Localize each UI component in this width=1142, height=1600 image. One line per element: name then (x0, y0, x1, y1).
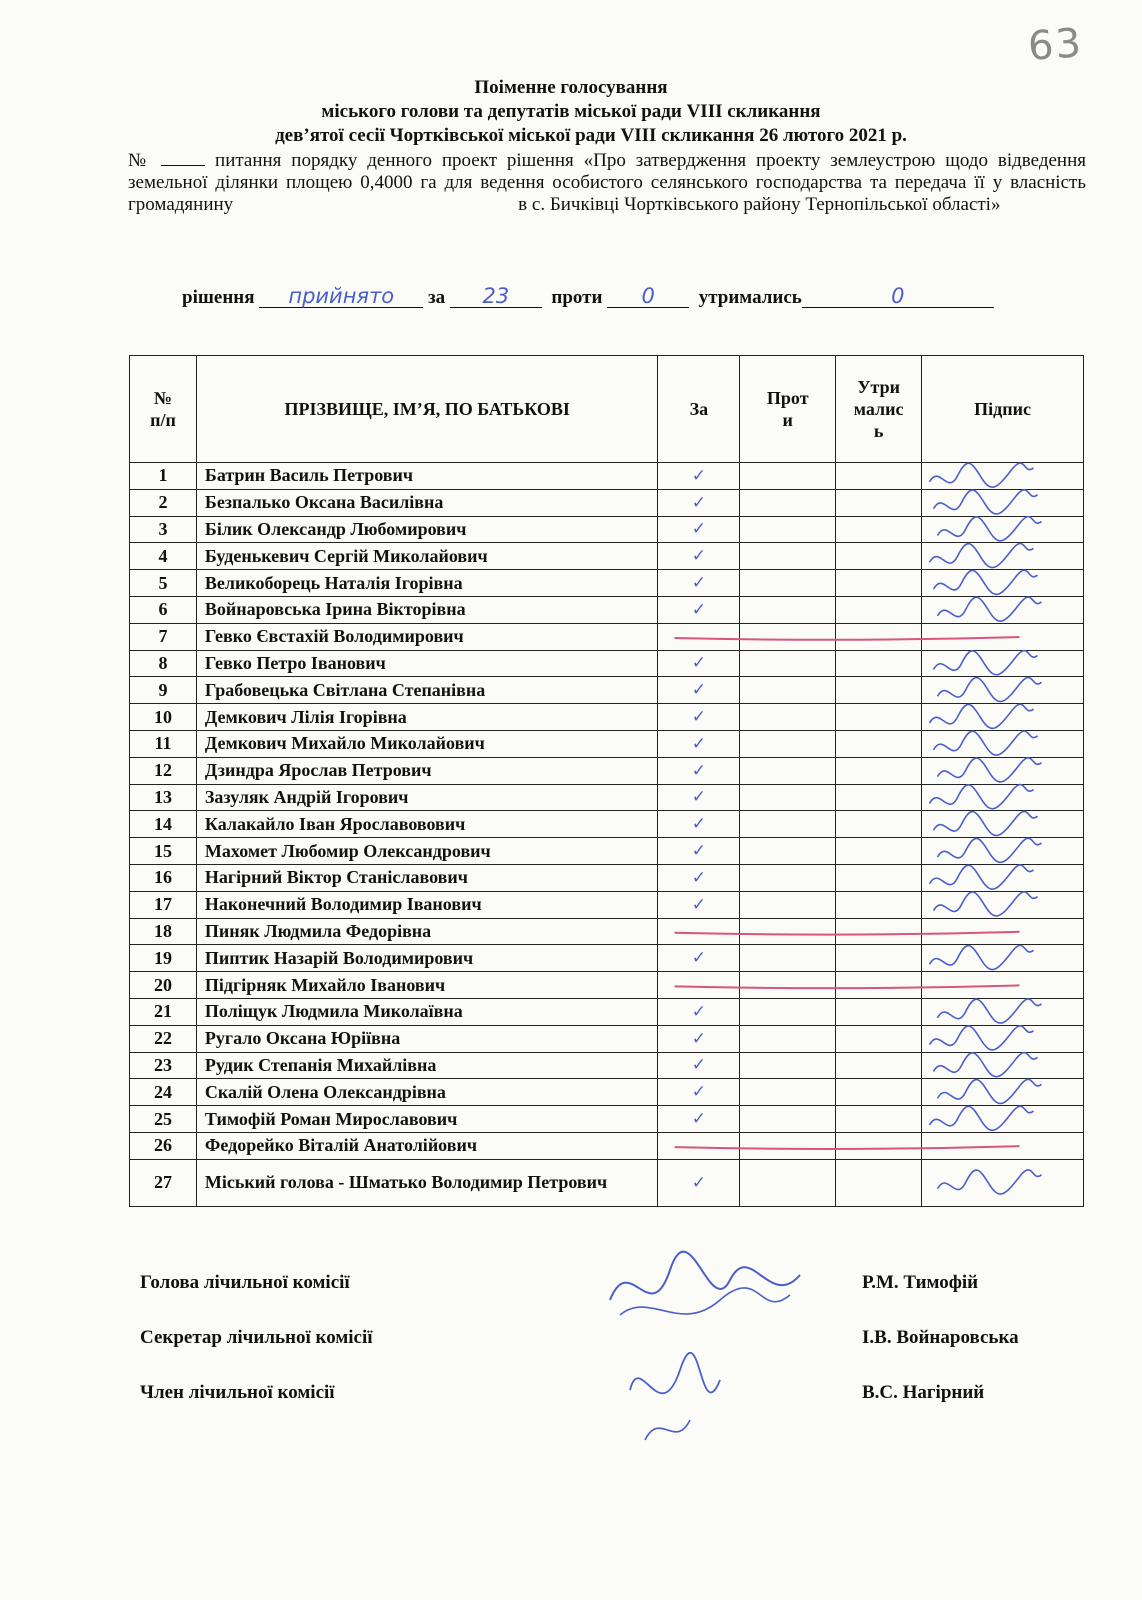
row-vote-for: ✓ (658, 704, 740, 731)
row-name: Ругало Оксана Юріївна (196, 1025, 657, 1052)
table-row (130, 811, 1084, 838)
member-name: В.С. Нагірний (862, 1382, 985, 1403)
row-vote-for (658, 623, 740, 650)
row-vote-abstained (836, 918, 922, 945)
chair-label: Голова лічильної комісії (140, 1272, 350, 1293)
table-row (130, 784, 1084, 811)
row-number: 27 (130, 1159, 197, 1206)
row-vote-for: ✓ (658, 864, 740, 891)
row-vote-for: ✓ (658, 891, 740, 918)
row-number: 9 (130, 677, 197, 704)
against-value: 0 (607, 285, 689, 308)
row-vote-for: ✓ (658, 811, 740, 838)
row-number: 23 (130, 1052, 197, 1079)
row-vote-abstained (836, 489, 922, 516)
votes-table (129, 355, 1084, 1207)
row-signature (922, 1132, 1084, 1159)
row-vote-abstained (836, 463, 922, 490)
row-vote-for (658, 972, 740, 999)
row-vote-against (740, 784, 836, 811)
row-number: 26 (130, 1132, 197, 1159)
row-vote-for: ✓ (658, 543, 740, 570)
row-number: 18 (130, 918, 197, 945)
row-vote-against (740, 998, 836, 1025)
subject-number-blank (161, 151, 205, 166)
table-row (130, 945, 1084, 972)
row-vote-for: ✓ (658, 463, 740, 490)
row-vote-against (740, 864, 836, 891)
row-name: Пиптик Назарій Володимирович (196, 945, 657, 972)
row-vote-for: ✓ (658, 730, 740, 757)
row-vote-abstained (836, 945, 922, 972)
row-vote-abstained (836, 757, 922, 784)
row-signature (922, 1106, 1084, 1133)
row-number: 3 (130, 516, 197, 543)
row-vote-against (740, 730, 836, 757)
row-signature (922, 1025, 1084, 1052)
row-name: Поліщук Людмила Миколаївна (196, 998, 657, 1025)
row-name: Безпалько Оксана Василівна (196, 489, 657, 516)
table-row (130, 864, 1084, 891)
row-vote-against (740, 1132, 836, 1159)
row-name: Демкович Лілія Ігорівна (196, 704, 657, 731)
table-row (130, 570, 1084, 597)
subject-location: в с. Бичківці Чортківського району Тернопільської області» (518, 194, 1001, 215)
row-vote-abstained (836, 1106, 922, 1133)
row-signature (922, 570, 1084, 597)
row-number: 19 (130, 945, 197, 972)
row-number: 22 (130, 1025, 197, 1052)
for-value: 23 (450, 285, 542, 308)
table-row (130, 543, 1084, 570)
row-vote-for: ✓ (658, 757, 740, 784)
row-name: Нагірний Віктор Станіславович (196, 864, 657, 891)
vote-result (182, 285, 1082, 309)
row-vote-for: ✓ (658, 489, 740, 516)
subject-number-prefix: № (128, 150, 152, 171)
row-signature (922, 677, 1084, 704)
row-name: Федорейко Віталій Анатолійович (196, 1132, 657, 1159)
row-signature (922, 864, 1084, 891)
row-vote-abstained (836, 1079, 922, 1106)
row-number: 1 (130, 463, 197, 490)
row-name: Міський голова - Шматько Володимир Петрович (196, 1159, 657, 1206)
row-signature (922, 1079, 1084, 1106)
row-name: Зазуляк Андрій Ігорович (196, 784, 657, 811)
row-number: 17 (130, 891, 197, 918)
votes-table-body (130, 463, 1084, 1207)
row-signature (922, 918, 1084, 945)
table-row (130, 463, 1084, 490)
row-vote-abstained (836, 1159, 922, 1206)
row-vote-abstained (836, 1052, 922, 1079)
row-signature (922, 945, 1084, 972)
row-number: 12 (130, 757, 197, 784)
row-vote-abstained (836, 623, 922, 650)
header-abstained: Утри малис ь (836, 356, 922, 463)
secretary-name: І.В. Войнаровська (862, 1327, 1019, 1348)
row-vote-against (740, 838, 836, 865)
table-row (130, 489, 1084, 516)
row-signature (922, 596, 1084, 623)
row-number: 16 (130, 864, 197, 891)
row-vote-against (740, 489, 836, 516)
row-vote-abstained (836, 972, 922, 999)
row-vote-abstained (836, 650, 922, 677)
page-number: 63 (1026, 20, 1085, 70)
for-label: за (428, 287, 446, 308)
row-signature (922, 811, 1084, 838)
row-number: 4 (130, 543, 197, 570)
table-row (130, 1106, 1084, 1133)
table-row (130, 972, 1084, 999)
row-vote-abstained (836, 677, 922, 704)
row-vote-against (740, 757, 836, 784)
table-row (130, 998, 1084, 1025)
row-vote-abstained (836, 570, 922, 597)
member-label: Член лічильної комісії (140, 1382, 335, 1403)
row-vote-abstained (836, 998, 922, 1025)
row-signature (922, 891, 1084, 918)
header-against: Прот и (740, 356, 836, 463)
row-name: Пиняк Людмила Федорівна (196, 918, 657, 945)
chair-name: Р.М. Тимофій (862, 1272, 979, 1293)
header-name: ПРІЗВИЩЕ, ІМ’Я, ПО БАТЬКОВІ (196, 356, 657, 463)
row-number: 15 (130, 838, 197, 865)
row-name: Грабовецька Світлана Степанівна (196, 677, 657, 704)
row-number: 25 (130, 1106, 197, 1133)
row-vote-for: ✓ (658, 570, 740, 597)
row-signature (922, 998, 1084, 1025)
row-vote-against (740, 677, 836, 704)
row-number: 21 (130, 998, 197, 1025)
row-signature (922, 650, 1084, 677)
row-vote-against (740, 463, 836, 490)
row-vote-against (740, 945, 836, 972)
row-vote-abstained (836, 596, 922, 623)
row-number: 13 (130, 784, 197, 811)
row-signature (922, 730, 1084, 757)
row-vote-against (740, 1025, 836, 1052)
abstained-label: утримались (698, 287, 802, 308)
table-row (130, 1052, 1084, 1079)
committee-labels (140, 1272, 373, 1437)
row-vote-for (658, 918, 740, 945)
row-vote-for: ✓ (658, 677, 740, 704)
row-name: Скалій Олена Олександрівна (196, 1079, 657, 1106)
row-name: Батрин Василь Петрович (196, 463, 657, 490)
row-vote-abstained (836, 784, 922, 811)
table-row (130, 1159, 1084, 1206)
row-vote-against (740, 972, 836, 999)
table-row (130, 891, 1084, 918)
row-number: 6 (130, 596, 197, 623)
document-header (0, 76, 1142, 148)
row-vote-against (740, 516, 836, 543)
row-vote-abstained (836, 838, 922, 865)
row-vote-for: ✓ (658, 1079, 740, 1106)
row-number: 5 (130, 570, 197, 597)
row-vote-for: ✓ (658, 945, 740, 972)
row-signature (922, 623, 1084, 650)
table-header-row (130, 356, 1084, 463)
row-vote-abstained (836, 811, 922, 838)
abstained-value: 0 (802, 285, 994, 308)
row-signature (922, 543, 1084, 570)
table-row (130, 650, 1084, 677)
row-number: 8 (130, 650, 197, 677)
row-vote-abstained (836, 704, 922, 731)
row-signature (922, 784, 1084, 811)
row-vote-abstained (836, 516, 922, 543)
row-vote-abstained (836, 543, 922, 570)
row-vote-for: ✓ (658, 650, 740, 677)
row-number: 20 (130, 972, 197, 999)
row-vote-against (740, 570, 836, 597)
row-vote-against (740, 811, 836, 838)
row-vote-against (740, 623, 836, 650)
secretary-label: Секретар лічильної комісії (140, 1327, 373, 1348)
row-signature (922, 1052, 1084, 1079)
row-vote-abstained (836, 730, 922, 757)
row-name: Тимофій Роман Мирославович (196, 1106, 657, 1133)
table-row (130, 918, 1084, 945)
row-signature (922, 1159, 1084, 1206)
row-signature (922, 463, 1084, 490)
table-row (130, 1132, 1084, 1159)
row-name: Підгірняк Михайло Іванович (196, 972, 657, 999)
row-vote-against (740, 650, 836, 677)
row-number: 10 (130, 704, 197, 731)
row-vote-for: ✓ (658, 1106, 740, 1133)
row-number: 7 (130, 623, 197, 650)
row-name: Махомет Любомир Олександрович (196, 838, 657, 865)
row-signature (922, 972, 1084, 999)
committee-signatures (590, 1240, 820, 1470)
table-row (130, 516, 1084, 543)
row-vote-against (740, 596, 836, 623)
table-row (130, 730, 1084, 757)
header-for: За (658, 356, 740, 463)
row-vote-for (658, 1132, 740, 1159)
row-name: Буденькевич Сергій Миколайович (196, 543, 657, 570)
row-vote-against (740, 1106, 836, 1133)
row-name: Наконечний Володимир Іванович (196, 891, 657, 918)
row-signature (922, 516, 1084, 543)
row-signature (922, 757, 1084, 784)
header-subtitle: міського голови та депутатів міської ради VIII скликання (321, 101, 821, 122)
row-name: Гевко Петро Іванович (196, 650, 657, 677)
row-name: Демкович Михайло Миколайович (196, 730, 657, 757)
row-number: 24 (130, 1079, 197, 1106)
row-number: 11 (130, 730, 197, 757)
row-signature (922, 838, 1084, 865)
row-vote-for: ✓ (658, 998, 740, 1025)
row-name: Калакайло Іван Ярославовович (196, 811, 657, 838)
subject-text: питання порядку денного проект рішення «Про затвердження проекту землеустрою щодо відведення земельної ділянки площею 0,4000 га для ведення особистого селянського господарства та передача її у власність громадянину (128, 150, 1086, 215)
decision-label: рішення (182, 287, 255, 308)
table-row (130, 1079, 1084, 1106)
row-signature (922, 704, 1084, 731)
row-name: Дзиндра Ярослав Петрович (196, 757, 657, 784)
row-name: Великоборець Наталія Ігорівна (196, 570, 657, 597)
table-row (130, 677, 1084, 704)
row-vote-abstained (836, 864, 922, 891)
row-vote-for: ✓ (658, 596, 740, 623)
row-vote-abstained (836, 1025, 922, 1052)
table-row (130, 623, 1084, 650)
row-signature (922, 489, 1084, 516)
row-vote-abstained (836, 891, 922, 918)
row-vote-for: ✓ (658, 516, 740, 543)
row-vote-against (740, 704, 836, 731)
row-vote-against (740, 1079, 836, 1106)
row-vote-against (740, 1159, 836, 1206)
header-session: дев’ятої сесії Чортківської міської ради VIII скликання 26 лютого 2021 р. (275, 125, 907, 146)
row-vote-against (740, 1052, 836, 1079)
row-vote-for: ✓ (658, 784, 740, 811)
row-vote-against (740, 543, 836, 570)
row-name: Рудик Степанія Михайлівна (196, 1052, 657, 1079)
row-vote-against (740, 891, 836, 918)
against-label: проти (551, 287, 603, 308)
row-name: Войнаровська Ірина Вікторівна (196, 596, 657, 623)
row-vote-for: ✓ (658, 838, 740, 865)
row-vote-abstained (836, 1132, 922, 1159)
table-row (130, 757, 1084, 784)
agenda-subject (128, 150, 1086, 216)
table-row (130, 596, 1084, 623)
header-title: Поіменне голосування (474, 77, 668, 98)
row-number: 2 (130, 489, 197, 516)
row-number: 14 (130, 811, 197, 838)
row-vote-for: ✓ (658, 1159, 740, 1206)
decision-value: прийнято (259, 285, 423, 308)
header-signature: Підпис (922, 356, 1084, 463)
table-row (130, 704, 1084, 731)
committee-names (862, 1272, 1019, 1437)
row-vote-for: ✓ (658, 1052, 740, 1079)
row-name: Гевко Євстахій Володимирович (196, 623, 657, 650)
header-num: № п/п (130, 356, 197, 463)
table-row (130, 1025, 1084, 1052)
table-row (130, 838, 1084, 865)
row-vote-for: ✓ (658, 1025, 740, 1052)
row-vote-against (740, 918, 836, 945)
row-name: Білик Олександр Любомирович (196, 516, 657, 543)
